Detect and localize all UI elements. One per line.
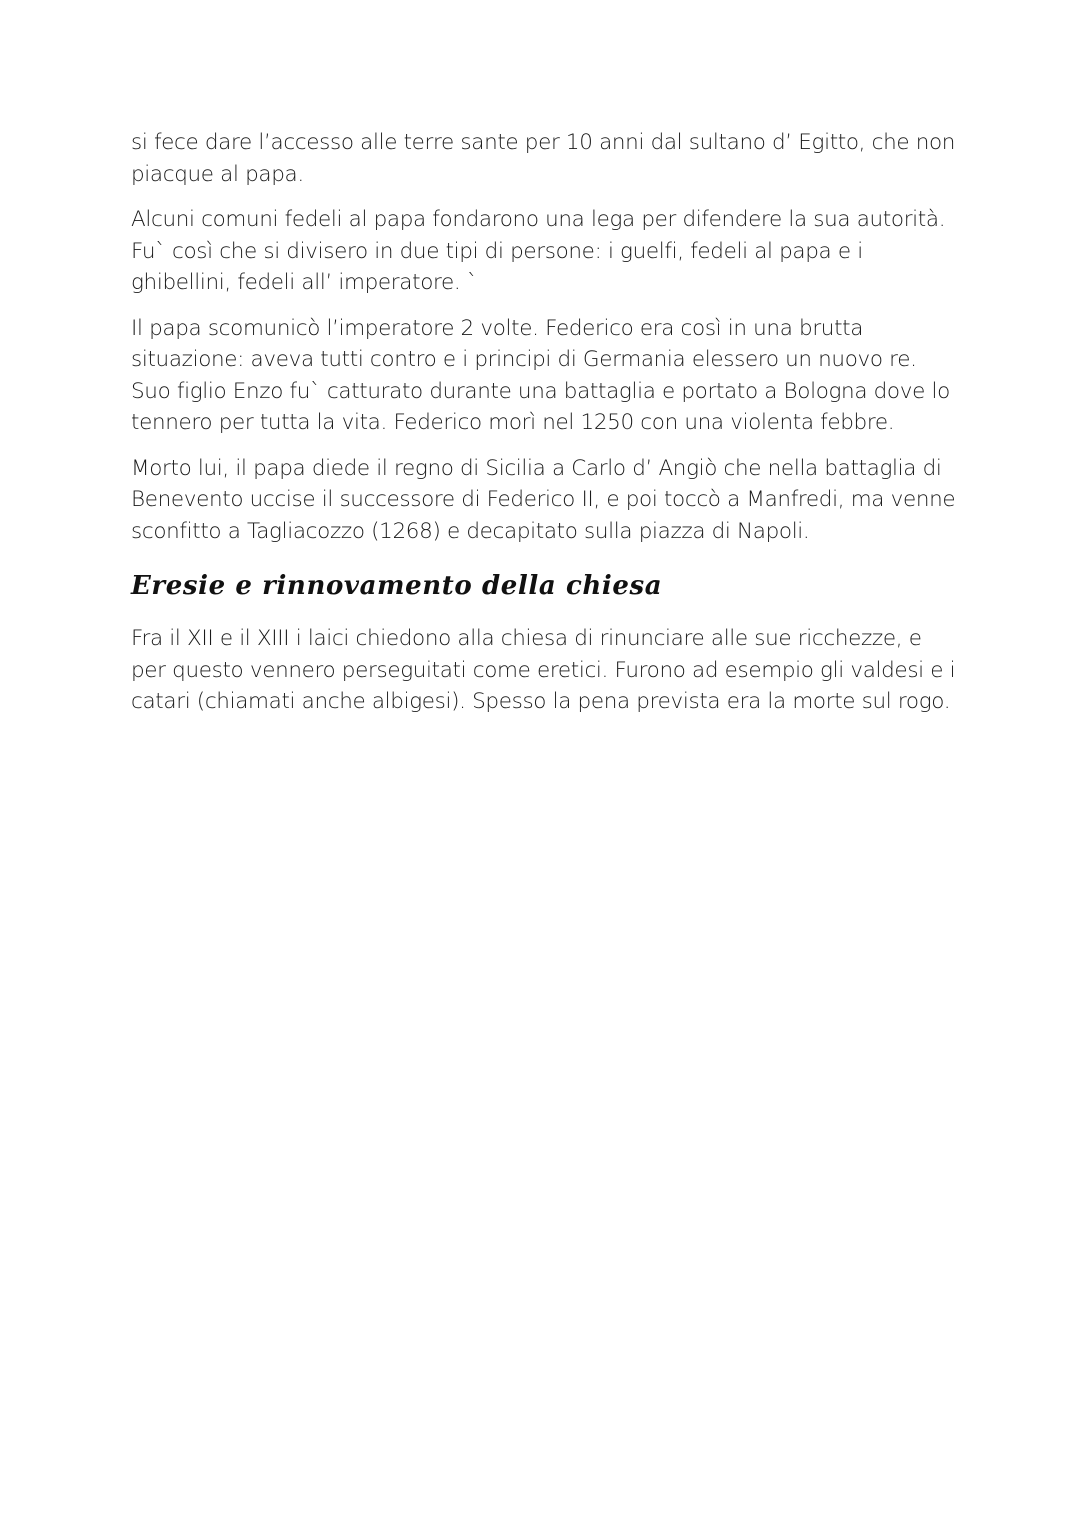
paragraph-excommunication: Il papa scomunicò l’imperatore 2 volte. Federico era così in una brutta situazione: aveva tutti contro e i principi di Germania elessero un nuovo re. Suo figlio Enzo fu` catturato durante una battaglia e portato a Bologna dove lo tennero per tutta la vita. Federico morì nel 1250 con una violenta febbre.: [131, 315, 950, 435]
paragraph-crusade: si fece dare l’accesso alle terre sante per 10 anni dal sultano d’ Egitto, che non piacque al papa.: [131, 130, 956, 187]
paragraph-heresies: Fra il XII e il XIII i laici chiedono alla chiesa di rinunciare alle sue ricchezze, e per questo vennero perseguitati come eretici. Furono ad esempio gli valdesi e i catari (chiamati anche albigesi). Spesso la pena prevista era la morte sul rogo.: [131, 626, 956, 714]
paragraph-carlo-angio: Morto lui, il papa diede il regno di Sicilia a Carlo d’ Angiò che nella battaglia di Benevento uccise il successore di Federico II, e poi toccò a Manfredi, ma venne sconfitto a Tagliacozzo (1268) e decapitato sulla piazza di Napoli.: [131, 455, 956, 544]
document-body: [131, 127, 961, 732]
paragraph-guelfi-ghibellini: Alcuni comuni fedeli al papa fondarono una lega per difendere la sua autorità. Fu` così che si divisero in due tipi di persone: i guelfi, fedeli al papa e i ghibellini, fedeli all’ imperatore. `: [131, 207, 946, 295]
section-heading: Eresie e rinnovamento della chiesa: [131, 571, 663, 601]
